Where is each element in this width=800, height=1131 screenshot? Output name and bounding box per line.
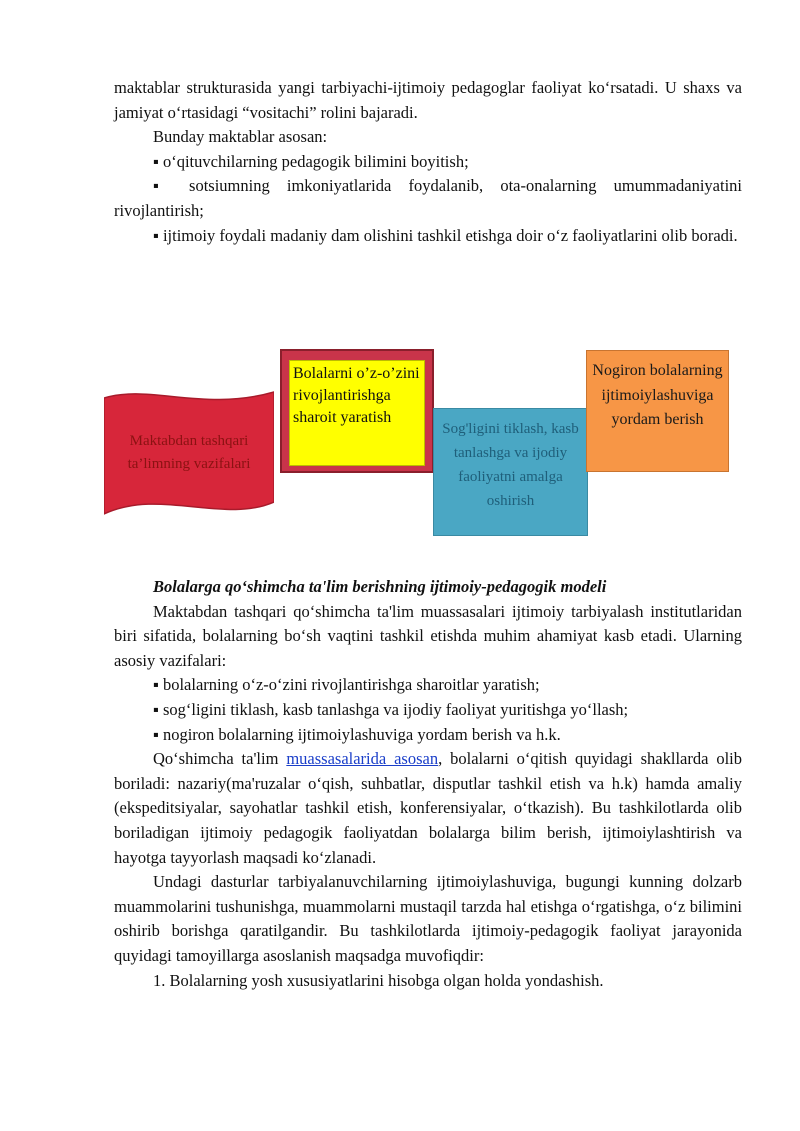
section-paragraph-forms	[114, 747, 742, 870]
blue-box-label: Sog'ligini tiklash, kasb tanlashga va ijodiy faoliyatni amalga oshirish	[442, 421, 579, 509]
orange-box-label: Nogiron bolalarning ijtimoiylashuviga yordam berish	[592, 362, 723, 428]
intro-bullet: ▪ ijtimoiy foydali madaniy dam olishini tashkil etishga doir o‘z faoliyatlarini olib boradi.	[153, 225, 738, 245]
intro-lead: Bunday maktablar asosan:	[153, 127, 328, 147]
flag-shape	[104, 390, 274, 520]
blue-box	[433, 408, 588, 536]
section-block	[114, 575, 742, 993]
section-paragraph: Undagi dasturlar tarbiyalanuvchilarning ijtimoiylashuviga, bugungi kunning dolzarb muammolarini tushunishga, muammolarni mustaqil tarzda hal etishga o‘rgatishga, o‘z bilimini oshirib borishga qaratilgandir. Bu tashkilotlarda ijtimoiy-pedagogik faoliyat jarayonida quyidagi tamoyillarga asoslanish maqsadga muvofiqdir:	[114, 872, 742, 965]
forms-text-end: , bolalarni o‘qitish quyidagi shakllarda olib boriladi: nazariy(ma'ruzalar o‘qish, suhbatlar, disputlar tashkil etish va h.k) hamda amaliy (ekspeditsiyalar, sayohatlar tashkil etish, konferensiyalar, o‘tkazish). Bu tashkilotlarda olib boriladigan ijtimoiy pedagogik faoliyatdan bolalarga bilim berish, ijtimoiylashtirish va hayotga tayyorlash maqsadi ko‘zlanadi.	[114, 749, 743, 867]
section-bullet: ▪ bolalarning o‘z-o‘zini rivojlantirishga sharoitlar yaratish;	[153, 675, 540, 695]
orange-box	[586, 350, 729, 472]
section-heading: Bolalarga qo‘shimcha ta'lim berishning ijtimoiy-pedagogik modeli	[153, 577, 607, 596]
forms-text-start: Qo‘shimcha ta'lim	[153, 749, 287, 769]
section-bullet: ▪ nogiron bolalarning ijtimoiylashuviga yordam berish va h.k.	[153, 724, 561, 744]
intro-block	[114, 76, 742, 248]
red-box	[280, 349, 434, 473]
functions-diagram	[100, 345, 760, 545]
yellow-box-label: Bolalarni o’z-o’zini rivojlantirishga sharoit yaratish	[289, 360, 425, 466]
section-bullet: ▪ sog‘ligini tiklash, kasb tanlashga va ijodiy faoliyat yuritishga yo‘llash;	[153, 699, 629, 719]
flag-label: Maktabdan tashqari ta’limning vazifalari	[127, 433, 251, 472]
intro-paragraph: maktablar strukturasida yangi tarbiyachi-ijtimoiy pedagoglar faoliyat ko‘rsatadi. U shaxs va jamiyat o‘rtasidagi “vositachi” rolini bajaradi.	[114, 78, 742, 122]
section-paragraph: 1. Bolalarning yosh xususiyatlarini hisobga olgan holda yondashish.	[153, 970, 604, 990]
intro-bullet: ▪ sotsiumning imkoniyatlarida foydalanib, ota-onalarning umummadaniyatini rivojlantirish;	[114, 176, 742, 220]
section-paragraph: Maktabdan tashqari qo‘shimcha ta'lim muassasalari ijtimoiy tarbiyalash institutlaridan biri sifatida, bolalarning bo‘sh vaqtini tashkil etishda muhim ahamiyat kasb etadi. Ularning asosiy vazifalari:	[114, 601, 742, 670]
institutions-link[interactable]: muassasalarida asosan	[286, 749, 439, 769]
intro-bullet: ▪ o‘qituvchilarning pedagogik bilimini boyitish;	[153, 151, 469, 171]
